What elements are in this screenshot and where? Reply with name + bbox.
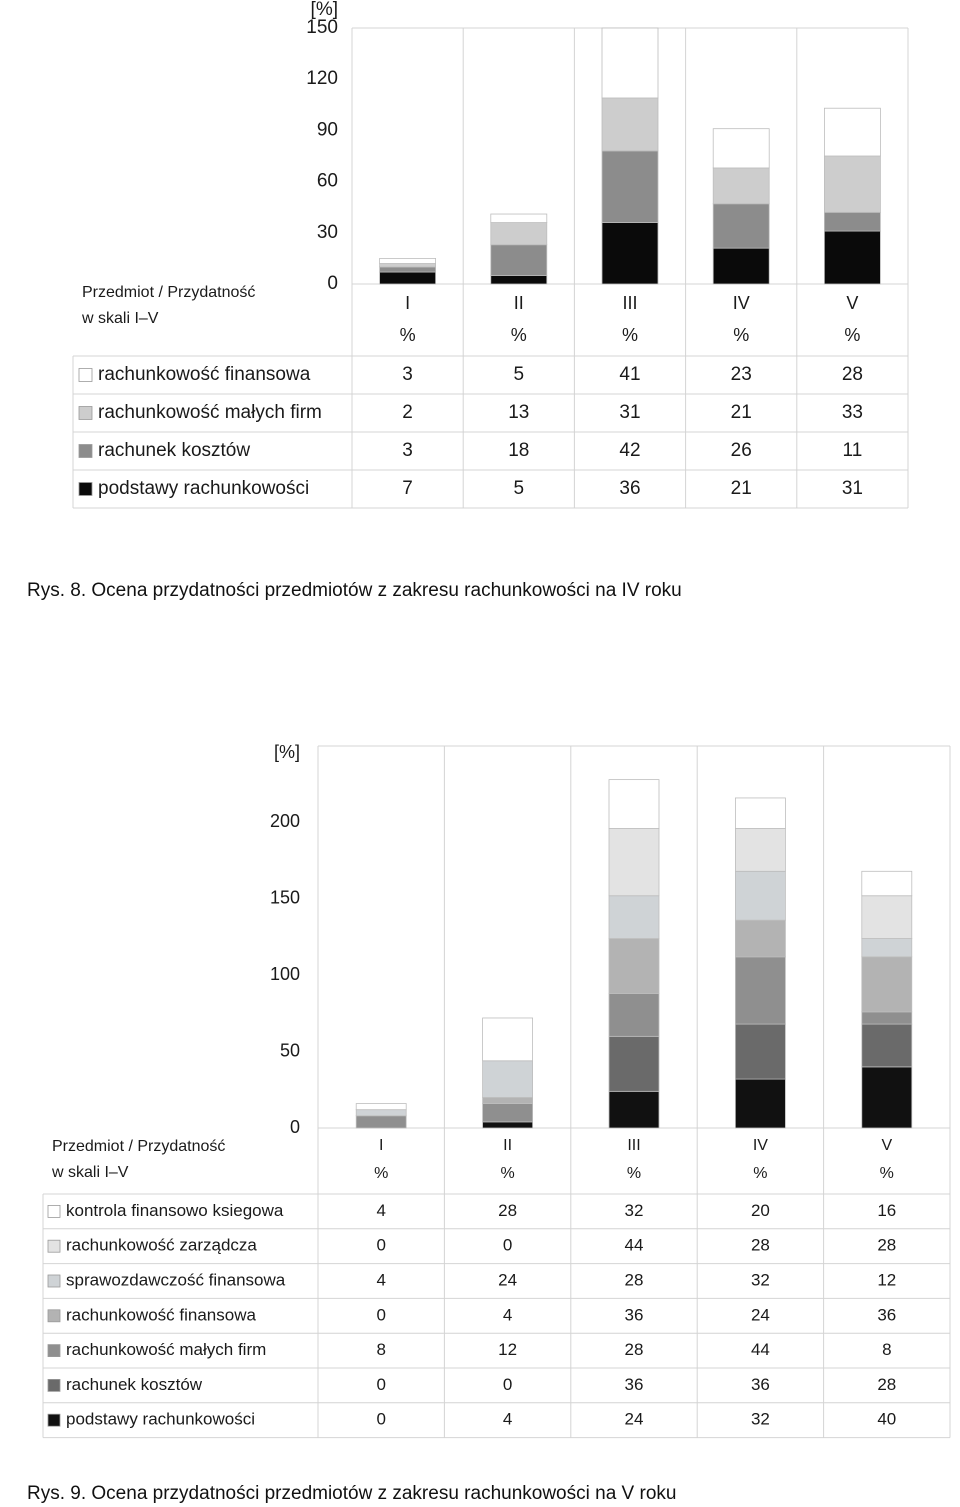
chart1-y-tick-label: 30 [316, 221, 338, 243]
chart2-bar-segment [609, 896, 659, 939]
chart1-legend-swatch [79, 369, 92, 382]
chart2-legend-swatch [48, 1205, 60, 1217]
chart2-data-value-label: 32 [750, 1409, 770, 1429]
chart1-data-value-label: 41 [619, 364, 641, 386]
chart1-data-value-label: 3 [402, 440, 413, 462]
chart1-data-value-label: 26 [730, 440, 752, 462]
chart1-data-value-label: 5 [513, 364, 525, 386]
chart2-category-label: III [627, 1137, 641, 1155]
chart1-bar-segment [602, 28, 658, 98]
chart2-legend-label: rachunek kosztów [66, 1374, 203, 1394]
chart1-category-label: I [405, 292, 411, 313]
chart2-data-value-label: 12 [877, 1270, 897, 1290]
chart2-data-value-label: 0 [376, 1235, 386, 1255]
chart1-data-value-label: 7 [402, 478, 413, 500]
chart1-legend-swatch [79, 407, 92, 420]
chart1-bar-segment [713, 129, 769, 168]
chart2-bar-segment [862, 1024, 912, 1067]
chart2-legend-swatch [48, 1310, 60, 1322]
chart1-y-tick-label: 0 [327, 273, 338, 295]
chart2-data-value-label: 24 [498, 1270, 518, 1290]
chart2-category-label: II [503, 1137, 513, 1155]
chart1-bar-segment [824, 231, 880, 284]
chart1-category-label: II [513, 292, 524, 313]
chart2-category-label: V [881, 1137, 893, 1155]
chart1-bar-segment [713, 204, 769, 248]
chart2-bar-segment [483, 1097, 533, 1103]
chart2-y-unit-label: [%] [273, 741, 300, 762]
chart1-data-value-label: 42 [619, 440, 641, 462]
chart2-bar-segment [609, 1036, 659, 1091]
chart1-data-value-label: 36 [619, 478, 641, 500]
chart2-bar-segment [356, 1116, 406, 1128]
chart2-bar-segment [356, 1110, 406, 1116]
chart2-data-value-label: 20 [750, 1200, 770, 1220]
chart1-data-value-label: 31 [841, 478, 863, 500]
chart2-bar-segment [609, 1091, 659, 1128]
chart1-category-label: V [846, 292, 859, 313]
chart1-bar-segment [380, 272, 436, 284]
chart1-bar-segment [491, 223, 547, 245]
chart2-category-unit-label: % [500, 1165, 515, 1183]
chart2-data-value-label: 24 [750, 1305, 770, 1325]
chart2-bar-segment [609, 829, 659, 896]
chart2-bar-segment [862, 1012, 912, 1024]
chart2-legend-swatch [48, 1345, 60, 1357]
chart2-bar-segment [735, 957, 785, 1024]
chart2-legend-label: rachunkowość małych firm [66, 1340, 267, 1360]
chart1-data-value-label: 21 [730, 478, 752, 500]
chart1-corner-label: Przedmiot / Przydatność [82, 284, 256, 301]
chart2-data-value-label: 0 [376, 1374, 386, 1394]
chart2-bar-segment [735, 920, 785, 957]
chart1-data-value-label: 3 [402, 364, 413, 386]
chart1-data-value-label: 5 [513, 478, 525, 500]
chart1-bar-segment [824, 108, 880, 156]
chart1-bar-segment [713, 168, 769, 204]
chart2-legend-label: rachunkowość finansowa [66, 1305, 256, 1325]
chart1-legend-label: rachunek kosztów [98, 440, 251, 462]
chart2-category-unit-label: % [626, 1165, 642, 1183]
chart2-data-value-label: 44 [750, 1340, 770, 1360]
chart1-category-label: III [622, 292, 638, 313]
chart2-bar-segment [735, 871, 785, 920]
chart2-data-value-label: 8 [882, 1340, 892, 1360]
chart1-legend-label: rachunkowość finansowa [98, 364, 311, 386]
chart2-legend-swatch [48, 1240, 60, 1252]
chart1-bar-segment [380, 258, 436, 263]
chart2-data-value-label: 36 [624, 1374, 644, 1394]
chart1-category-unit-label: % [733, 324, 750, 345]
chart1-data-value-label: 18 [508, 440, 530, 462]
chart1-data-value-label: 13 [508, 402, 530, 424]
chart1-bar-segment [491, 275, 547, 284]
chart1-data-value-label: 23 [730, 364, 752, 386]
chart2-bar-segment [735, 829, 785, 872]
chart2-data-value-label: 36 [750, 1374, 770, 1394]
chart1-data-value-label: 11 [842, 440, 863, 462]
chart2-bar-segment [609, 939, 659, 994]
chart1-category-unit-label: % [510, 324, 527, 345]
chart1-legend-label: rachunkowość małych firm [98, 402, 322, 424]
chart2-data-value-label: 28 [750, 1235, 770, 1255]
chart1-data-value-label: 31 [619, 402, 641, 424]
chart2-data-value-label: 12 [498, 1340, 518, 1360]
chart2-y-tick-label: 100 [269, 963, 300, 984]
chart1-legend-swatch [79, 445, 92, 458]
chart2-data-value-label: 40 [877, 1409, 897, 1429]
chart2-data-value-label: 0 [502, 1235, 513, 1255]
chart2-bar-segment [862, 896, 912, 939]
chart2-data-value-label: 28 [624, 1270, 644, 1290]
chart1-data-value-label: 28 [841, 364, 863, 386]
chart2-bar-segment [735, 798, 785, 829]
chart2-data-value-label: 0 [376, 1409, 386, 1429]
chart1-bar-segment [602, 223, 658, 284]
chart2-data-value-label: 32 [624, 1200, 644, 1220]
chart2-data-value-label: 36 [624, 1305, 644, 1325]
chart2-bar-segment [483, 1018, 533, 1061]
chart2-bar-segment [356, 1104, 406, 1110]
chart2-bar-segment [609, 780, 659, 829]
chart1-category-label: IV [732, 292, 750, 313]
chart2-data-value-label: 28 [498, 1200, 518, 1220]
chart1-bar-segment [602, 151, 658, 223]
chart2-data-value-label: 4 [376, 1270, 386, 1290]
chart2-legend-label: rachunkowość zarządcza [66, 1235, 257, 1255]
chart1-bar-segment [380, 264, 436, 267]
chart2-data-value-label: 32 [750, 1270, 770, 1290]
chart2-data-value-label: 0 [502, 1374, 513, 1394]
chart1-bar-segment [824, 212, 880, 231]
chart2-data-value-label: 28 [624, 1340, 644, 1360]
chart2-bar-segment [862, 1067, 912, 1128]
chart2-category-label: IV [752, 1137, 768, 1155]
chart1-bar-segment [824, 156, 880, 212]
chart2-corner-label: Przedmiot / Przydatność [52, 1138, 226, 1155]
chart2-legend-swatch [48, 1379, 60, 1391]
chart1-data-value-label: 33 [841, 402, 863, 424]
chart1-legend-label: podstawy rachunkowości [98, 478, 310, 500]
chart2-category-label: I [378, 1137, 384, 1155]
chart1-y-tick-label: 60 [316, 170, 338, 192]
chart2-legend-label: podstawy rachunkowości [66, 1409, 255, 1429]
chart2-legend-label: sprawozdawczość finansowa [66, 1270, 286, 1290]
chart2-data-value-label: 4 [502, 1409, 513, 1429]
chart1-data-value-label: 21 [730, 402, 752, 424]
chart1-bar-segment [713, 248, 769, 284]
chart2-category-unit-label: % [374, 1165, 389, 1183]
chart2-bar-segment [862, 871, 912, 895]
chart2-bar-segment [609, 994, 659, 1037]
chart2-bar-segment [483, 1104, 533, 1122]
chart2-data-value-label: 16 [877, 1200, 897, 1220]
chart2-bar-segment [735, 1024, 785, 1079]
chart2-data-value-label: 24 [624, 1409, 644, 1429]
chart1-category-unit-label: % [621, 324, 639, 345]
chart2-y-tick-label: 150 [269, 887, 300, 908]
chart2-category-unit-label: % [753, 1165, 768, 1183]
chart2-y-tick-label: 0 [289, 1116, 300, 1137]
chart2-data-value-label: 36 [877, 1305, 897, 1325]
chart2-bar-segment [483, 1122, 533, 1128]
chart2-legend-swatch [48, 1414, 60, 1426]
chart1-y-tick-label: 150 [306, 17, 338, 39]
chart1-bar-segment [602, 98, 658, 151]
figure-caption-rys-9: Rys. 9. Ocena przydatności przedmiotów z zakresu rachunkowości na V roku [27, 1483, 677, 1504]
chart2-corner-label: w skali I–V [52, 1164, 129, 1181]
chart1-data-value-label: 2 [402, 402, 413, 424]
chart2-data-value-label: 28 [877, 1374, 897, 1394]
chart2-y-tick-label: 50 [279, 1040, 300, 1061]
chart2-data-value-label: 4 [376, 1200, 386, 1220]
chart1-category-unit-label: % [844, 324, 861, 345]
chart1-category-unit-label: % [399, 324, 416, 345]
chart1-y-unit-label: [%] [310, 0, 338, 21]
chart2-data-value-label: 28 [877, 1235, 897, 1255]
chart2-data-value-label: 8 [376, 1340, 386, 1360]
chart1-y-tick-label: 90 [316, 119, 338, 141]
chart2-legend-label: kontrola finansowo ksiegowa [66, 1200, 284, 1220]
chart2-category-unit-label: % [879, 1165, 894, 1183]
chart1-bar-segment [491, 214, 547, 223]
chart2-data-value-label: 4 [502, 1305, 513, 1325]
chart2-bar-segment [735, 1079, 785, 1128]
chart2-legend-swatch [48, 1275, 60, 1287]
chart2-bar-segment [483, 1061, 533, 1098]
chart1-bar-segment [380, 267, 436, 272]
chart2-y-tick-label: 200 [269, 811, 300, 832]
figure-caption-rys-8: Rys. 8. Ocena przydatności przedmiotów z zakresu rachunkowości na IV roku [27, 580, 682, 601]
chart2-bar-segment [862, 957, 912, 1012]
chart2-data-value-label: 0 [376, 1305, 386, 1325]
chart1-bar-segment [491, 245, 547, 276]
chart1-legend-swatch [79, 483, 92, 496]
chart1-y-tick-label: 120 [306, 68, 338, 90]
chart2-bar-segment [862, 939, 912, 957]
chart2-data-value-label: 44 [624, 1235, 644, 1255]
chart1-corner-label: w skali I–V [82, 310, 159, 327]
